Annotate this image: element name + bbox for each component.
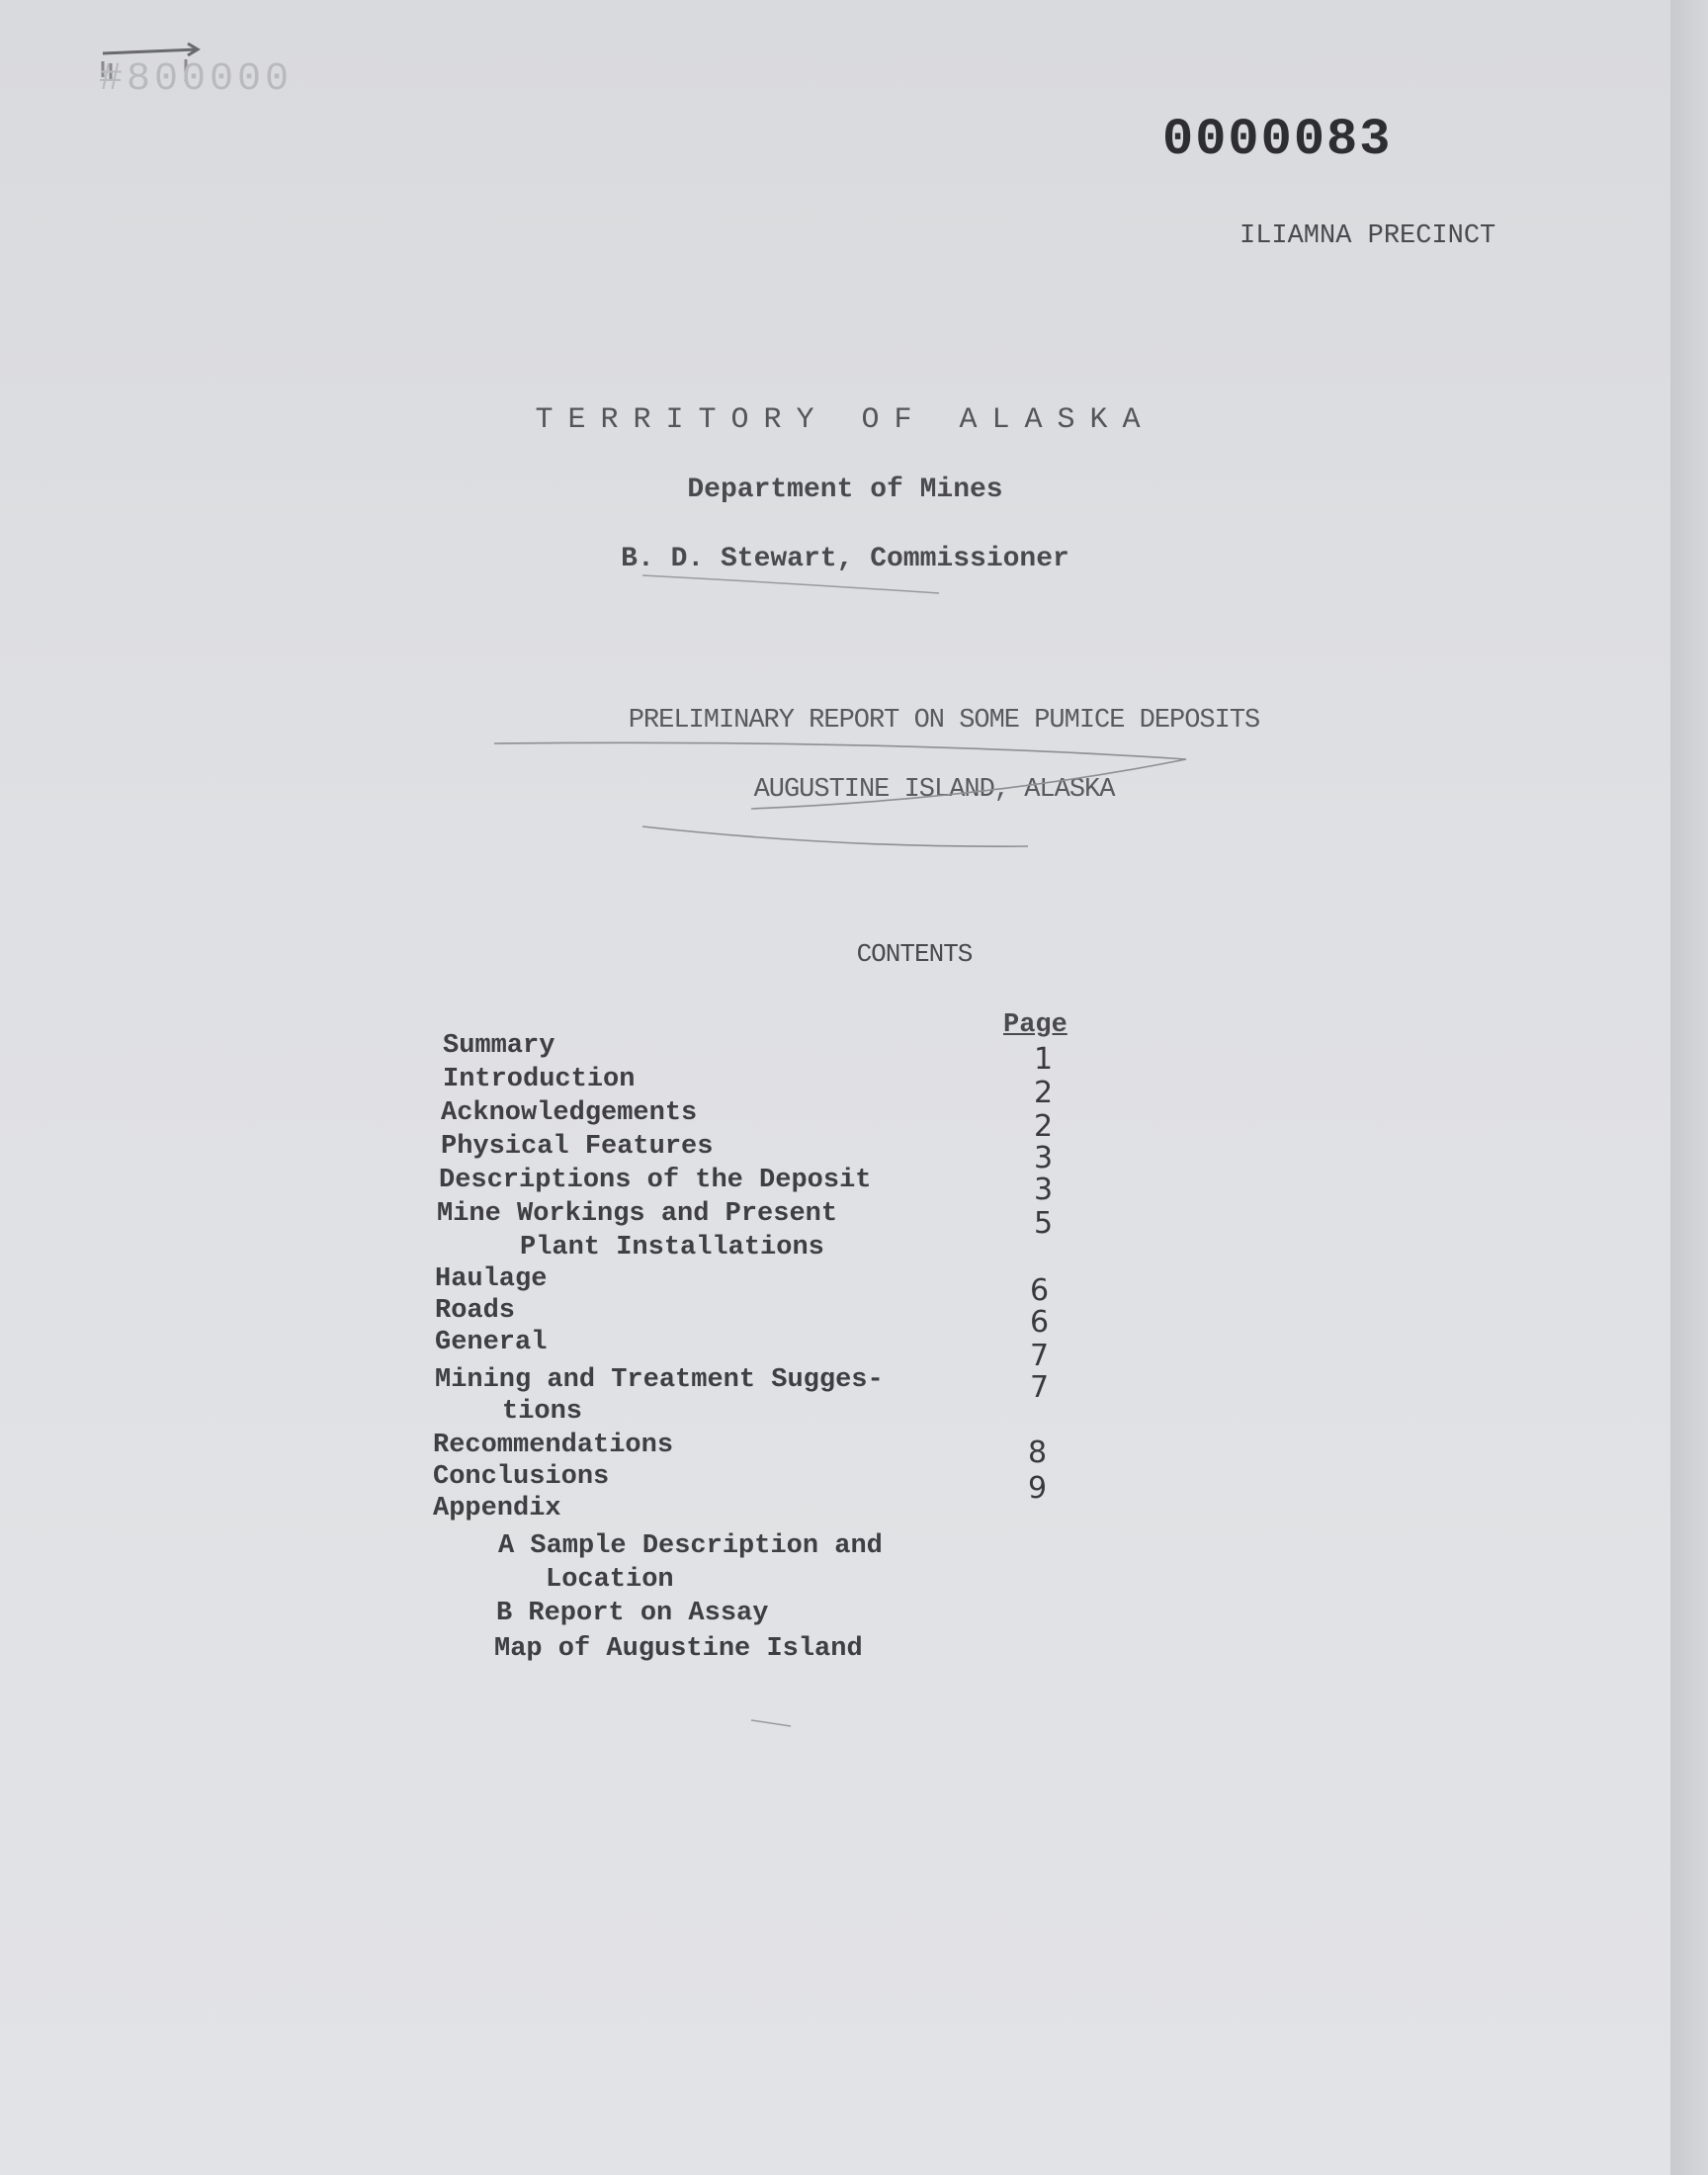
toc-page-general: 7 bbox=[1030, 1339, 1050, 1373]
toc-entry-summary: Summary bbox=[443, 1031, 555, 1061]
page-column-heading: Page bbox=[1003, 1010, 1068, 1040]
report-subtitle: AUGUSTINE ISLAND, ALASKA bbox=[753, 775, 1115, 805]
toc-entry-recommendations: Recommendations bbox=[433, 1431, 674, 1460]
toc-page-physical-features: 3 bbox=[1034, 1141, 1054, 1175]
department-line: Department of Mines bbox=[687, 475, 1003, 505]
toc-entry-conclusions: Conclusions bbox=[433, 1462, 610, 1492]
toc-entry-mining-treatment-cont: tions bbox=[502, 1397, 583, 1427]
toc-entry-descriptions: Descriptions of the Deposit bbox=[439, 1166, 872, 1195]
toc-entry-haulage: Haulage bbox=[435, 1264, 548, 1294]
toc-page-haulage: 6 bbox=[1030, 1273, 1050, 1308]
territory-heading: TERRITORY OF ALASKA bbox=[535, 403, 1155, 437]
report-title: PRELIMINARY REPORT ON SOME PUMICE DEPOSITS bbox=[628, 706, 1260, 736]
toc-entry-appendix: Appendix bbox=[433, 1494, 561, 1523]
toc-entry-physical-features: Physical Features bbox=[441, 1132, 714, 1162]
toc-entry-general: General bbox=[435, 1328, 548, 1357]
toc-entry-appendix-b: B Report on Assay bbox=[496, 1599, 769, 1628]
toc-page-recommendations: 8 bbox=[1028, 1436, 1048, 1470]
faint-stamp: #800000 bbox=[99, 57, 294, 102]
toc-page-summary: 1 bbox=[1034, 1042, 1054, 1077]
toc-page-mine-workings: 5 bbox=[1034, 1206, 1054, 1241]
contents-heading: CONTENTS bbox=[856, 939, 973, 969]
toc-page-mining-treatment: 7 bbox=[1030, 1370, 1050, 1405]
toc-entry-mining-treatment: Mining and Treatment Sugges- bbox=[435, 1365, 884, 1395]
toc-page-roads: 6 bbox=[1030, 1305, 1050, 1340]
toc-entry-acknowledgements: Acknowledgements bbox=[441, 1098, 698, 1128]
toc-page-introduction: 2 bbox=[1034, 1076, 1054, 1110]
document-number: 0000083 bbox=[1162, 111, 1393, 169]
toc-entry-introduction: Introduction bbox=[443, 1065, 636, 1094]
toc-entry-appendix-a-cont: Location bbox=[546, 1565, 674, 1595]
commissioner-line: B. D. Stewart, Commissioner bbox=[621, 544, 1069, 574]
precinct-label: ILIAMNA PRECINCT bbox=[1239, 221, 1496, 251]
toc-page-conclusions: 9 bbox=[1028, 1471, 1048, 1506]
toc-page-acknowledgements: 2 bbox=[1034, 1109, 1054, 1144]
scan-edge bbox=[1670, 0, 1708, 2175]
toc-entry-mine-workings: Mine Workings and Present bbox=[437, 1199, 838, 1229]
toc-entry-map: Map of Augustine Island bbox=[494, 1634, 863, 1664]
toc-page-descriptions: 3 bbox=[1034, 1173, 1054, 1207]
toc-entry-roads: Roads bbox=[435, 1296, 516, 1326]
toc-entry-mine-workings-cont: Plant Installations bbox=[520, 1233, 824, 1262]
toc-entry-appendix-a: A Sample Description and bbox=[498, 1531, 883, 1561]
